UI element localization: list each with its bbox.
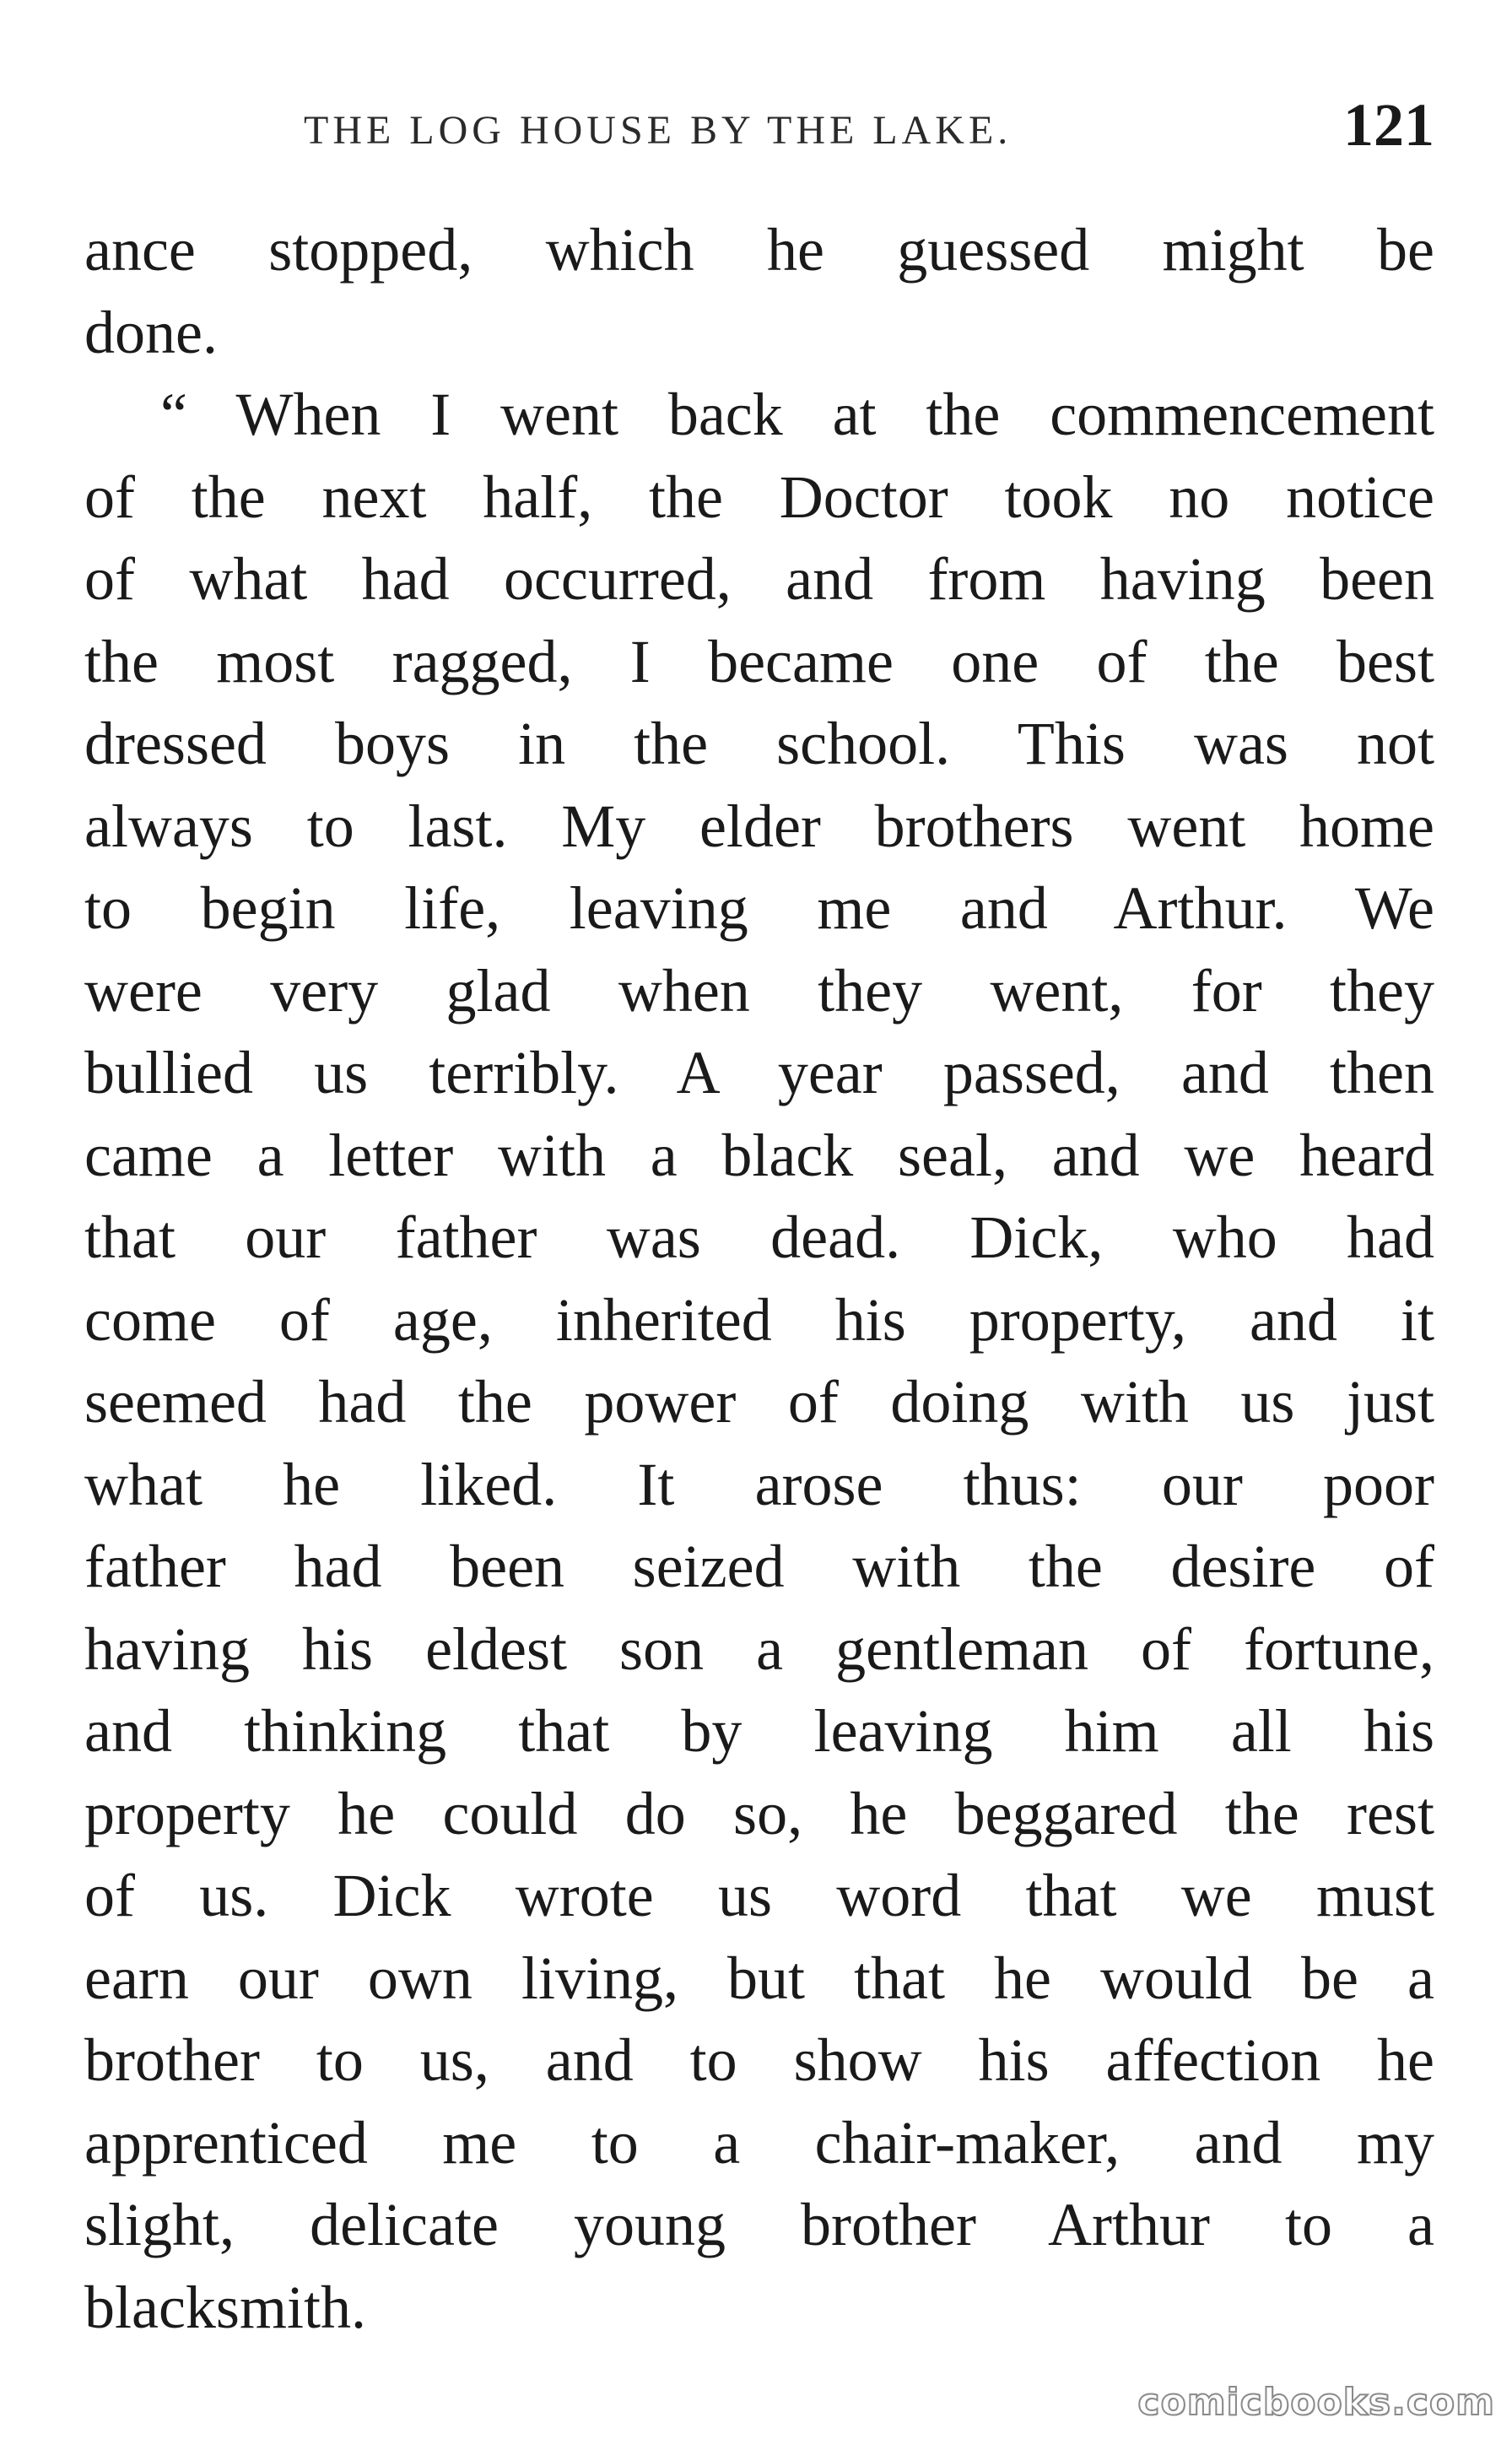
text-line: dressed boys in the school. This was not [84,710,1434,777]
running-title: THE LOG HOUSE BY THE LAKE. [304,108,1012,153]
text-line: always to last. My elder brothers went home [84,792,1434,860]
text-line: came a letter with a black seal, and we heard [84,1121,1434,1189]
page-number: 121 [1343,91,1434,159]
watermark: comicbooks.com [1137,2381,1495,2424]
text-line: slight, delicate young brother Arthur to a [84,2191,1434,2258]
text-line: seemed had the power of doing with us just [84,1368,1434,1436]
text-line: what he liked. It arose thus: our poor [84,1450,1434,1518]
text-line: ance stopped, which he guessed might be [84,216,1434,284]
text-line: “ When I went back at the commencement [160,381,1434,448]
text-line: that our father was dead. Dick, who had [84,1203,1434,1271]
text-line: of us. Dick wrote us word that we must [84,1862,1434,1929]
text-line: come of age, inherited his property, and it [84,1285,1434,1354]
text-line: property he could do so, he beggared the rest [84,1779,1434,1847]
text-line: to begin life, leaving me and Arthur. We [84,874,1434,942]
text-line: earn our own living, but that he would be a [84,1944,1434,2012]
running-header [304,84,1434,160]
text-line: were very glad when they went, for they [84,956,1434,1025]
text-line: of the next half, the Doctor took no notice [84,462,1434,531]
text-line: and thinking that by leaving him all his [84,1697,1434,1765]
text-line: having his eldest son a gentleman of fortune, [84,1614,1434,1683]
text-line: blacksmith. [84,2273,366,2341]
text-line: the most ragged, I became one of the best [84,627,1434,695]
text-line: father had been seized with the desire of [84,1533,1434,1600]
text-line: done. [84,298,218,366]
text-line: of what had occurred, and from having been [84,545,1434,613]
body-text [84,209,1434,2349]
text-line: apprenticed me to a chair-maker, and my [84,2108,1434,2177]
text-line: bullied us terribly. A year passed, and then [84,1039,1434,1106]
text-line: brother to us, and to show his affection he [84,2026,1434,2094]
